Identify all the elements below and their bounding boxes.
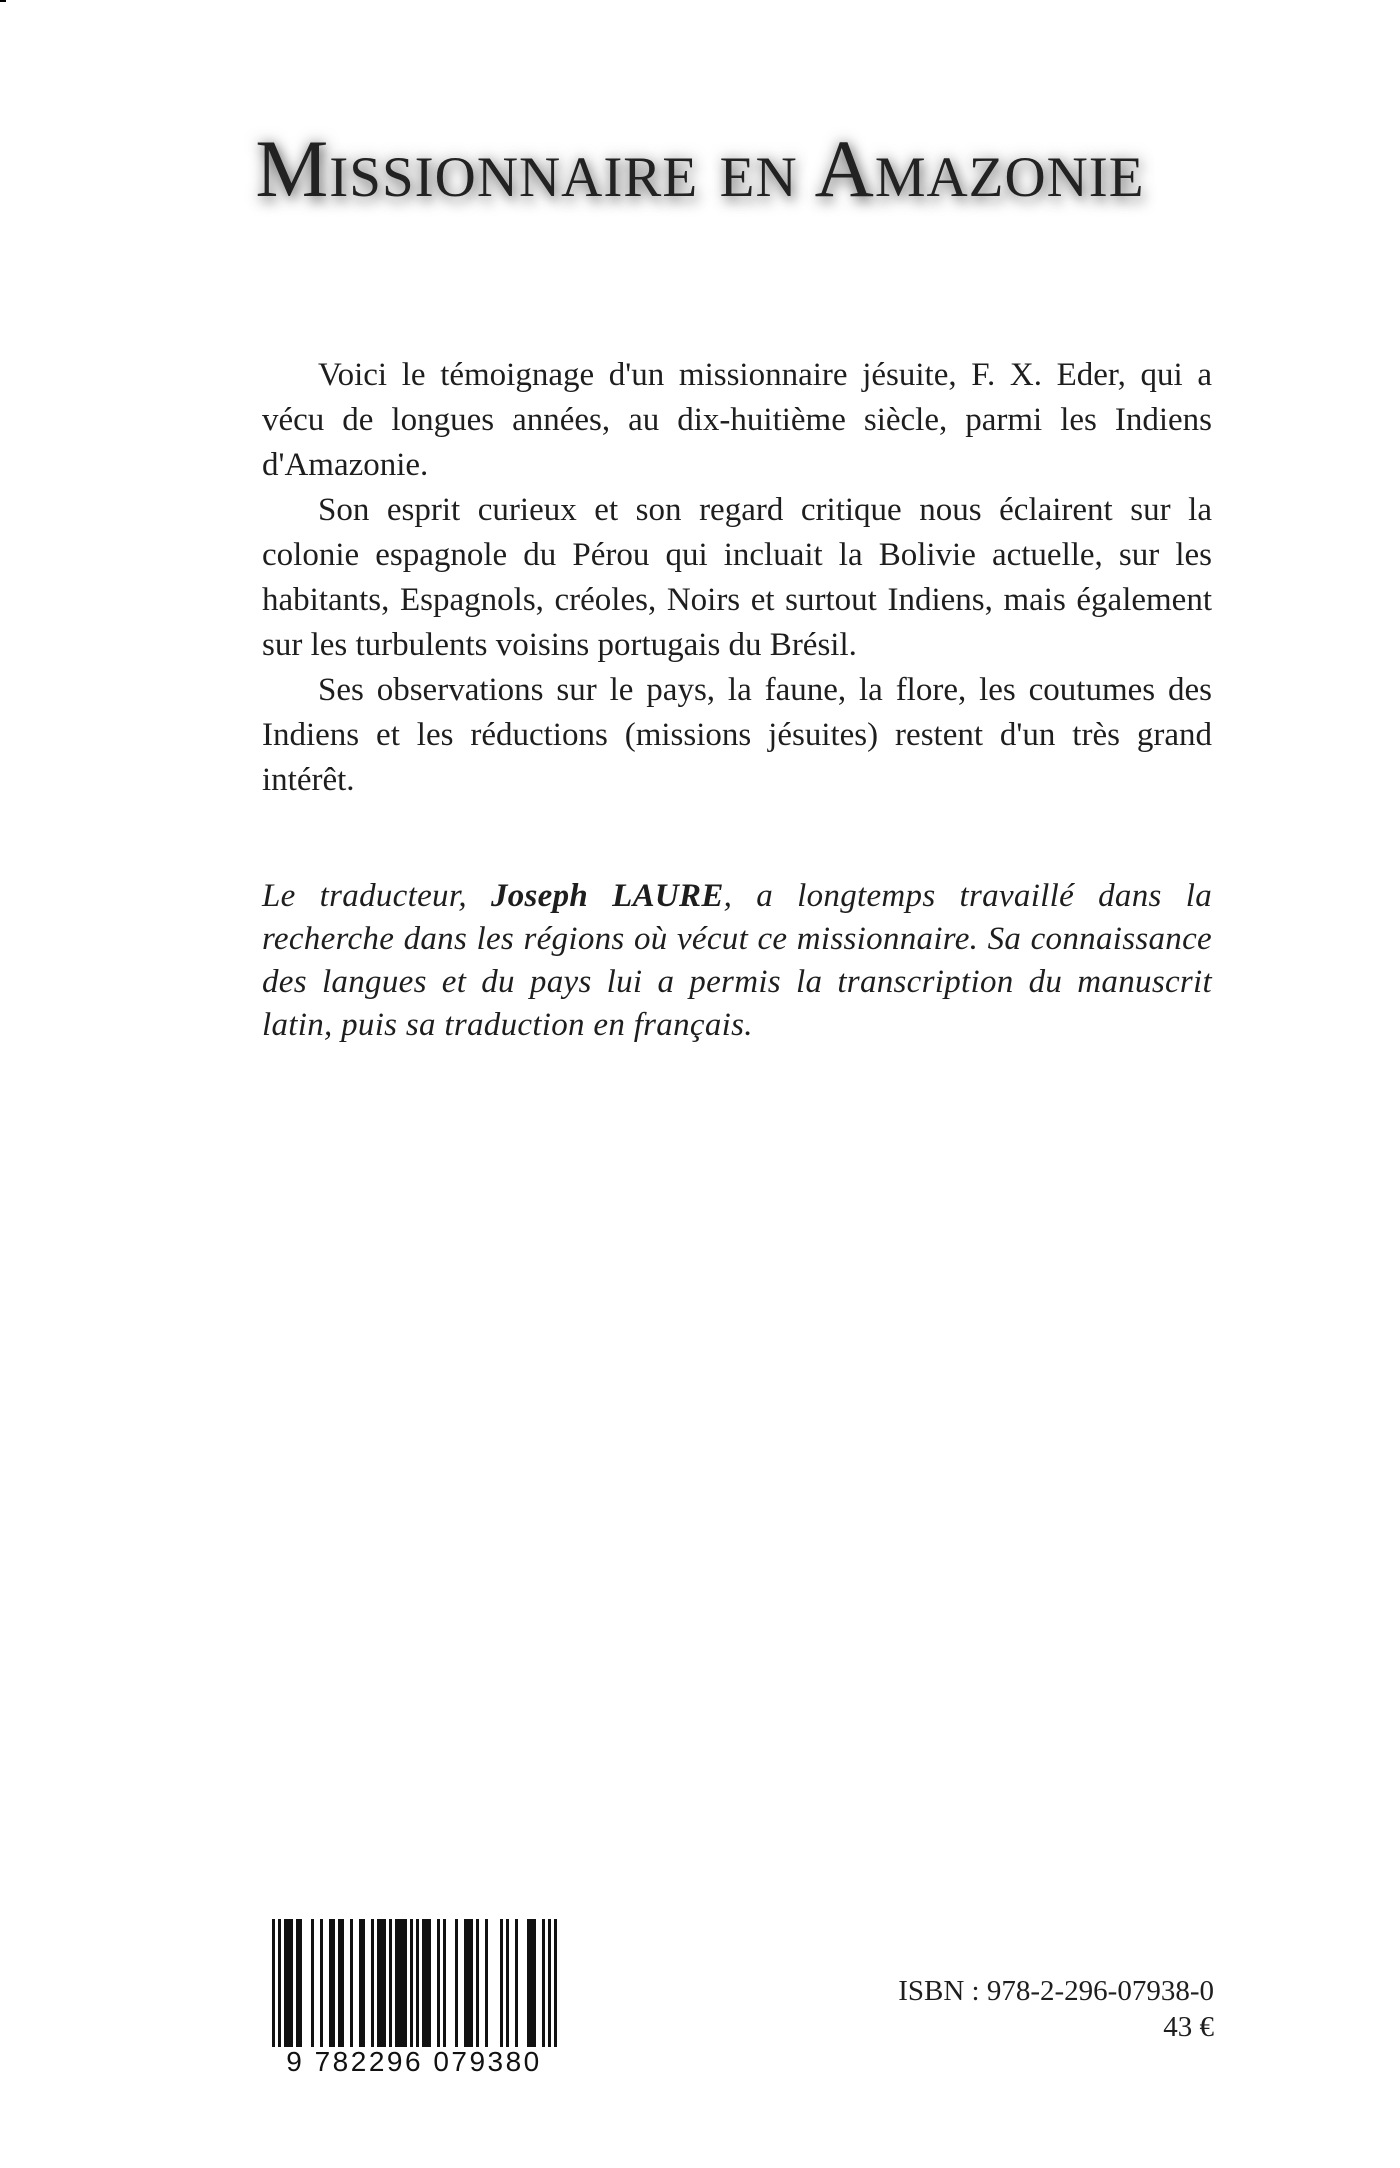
barcode-bar: [320, 1919, 323, 2047]
barcode-bar: [350, 1919, 353, 2047]
translator-description: , a longtemps travaillé dans la recherche dans les régions où vécut ce missionnaire. Sa connaissance des langues et du pays lui a permis la transcription du manuscrit latin, puis sa traduction en français.: [262, 878, 1212, 1043]
barcode-bar: [416, 1919, 419, 2061]
barcode-bar: [338, 1919, 344, 2047]
abstract-paragraph-2: Son esprit curieux et son regard critique nous éclairent sur la colonie espagnole du Pérou qui incluait la Bolivie actuelle, sur les habitants, Espagnols, créoles, Noirs et surtout Indiens, mais également sur les turbulents voisins portugais du Brésil.: [262, 492, 1212, 663]
book-title: Missionnaire en Amazonie: [255, 123, 1145, 214]
barcode-bar: [284, 1919, 293, 2047]
barcode-bar: [377, 1919, 386, 2047]
barcode-bar: [527, 1919, 536, 2047]
barcode-bar: [554, 1919, 557, 2061]
crop-mark: [0, 0, 6, 2]
abstract-paragraph-3: Ses observations sur le pays, la faune, la flore, les coutumes des Indiens et les réductions (missions jésuites) restent d'un très grand intérêt.: [262, 672, 1212, 798]
barcode-bars: [258, 1915, 570, 2063]
translator-prefix: Le traducteur,: [262, 878, 491, 914]
barcode-bar: [443, 1919, 446, 2047]
translator-name: Joseph LAURE: [490, 878, 724, 914]
barcode-bar: [464, 1919, 473, 2047]
ean-barcode: [258, 1915, 570, 2063]
barcode-bar: [359, 1919, 365, 2047]
barcode-bar: [476, 1919, 479, 2047]
barcode-bar: [437, 1919, 440, 2047]
barcode-bar: [296, 1919, 302, 2047]
barcode-bar: [485, 1919, 488, 2047]
barcode-bar: [515, 1919, 518, 2047]
barcode-bar: [395, 1919, 407, 2047]
barcode-bar: [548, 1919, 551, 2061]
barcode-bar: [542, 1919, 545, 2047]
barcode-bar: [371, 1919, 374, 2047]
barcode-bar: [272, 1919, 275, 2061]
isbn-number: ISBN : 978-2-296-07938-0: [898, 1975, 1214, 2007]
barcode-bar: [329, 1919, 335, 2047]
barcode-digits: 9 782296 079380: [258, 2047, 570, 2077]
abstract-paragraph-1: Voici le témoignage d'un missionnaire jésuite, F. X. Eder, qui a vécu de longues années, au dix-huitième siècle, parmi les Indiens d'Amazonie.: [262, 357, 1212, 483]
barcode-bar: [410, 1919, 413, 2061]
barcode-bar: [278, 1919, 281, 2061]
back-cover-abstract: [262, 353, 1212, 803]
price: 43 €: [1163, 2011, 1214, 2043]
barcode-bar: [311, 1919, 314, 2047]
barcode-bar: [500, 1919, 503, 2047]
barcode-bar: [455, 1919, 458, 2047]
barcode-bar: [389, 1919, 392, 2047]
translator-note: [262, 875, 1212, 1047]
barcode-bar: [506, 1919, 509, 2047]
barcode-bar: [422, 1919, 431, 2047]
